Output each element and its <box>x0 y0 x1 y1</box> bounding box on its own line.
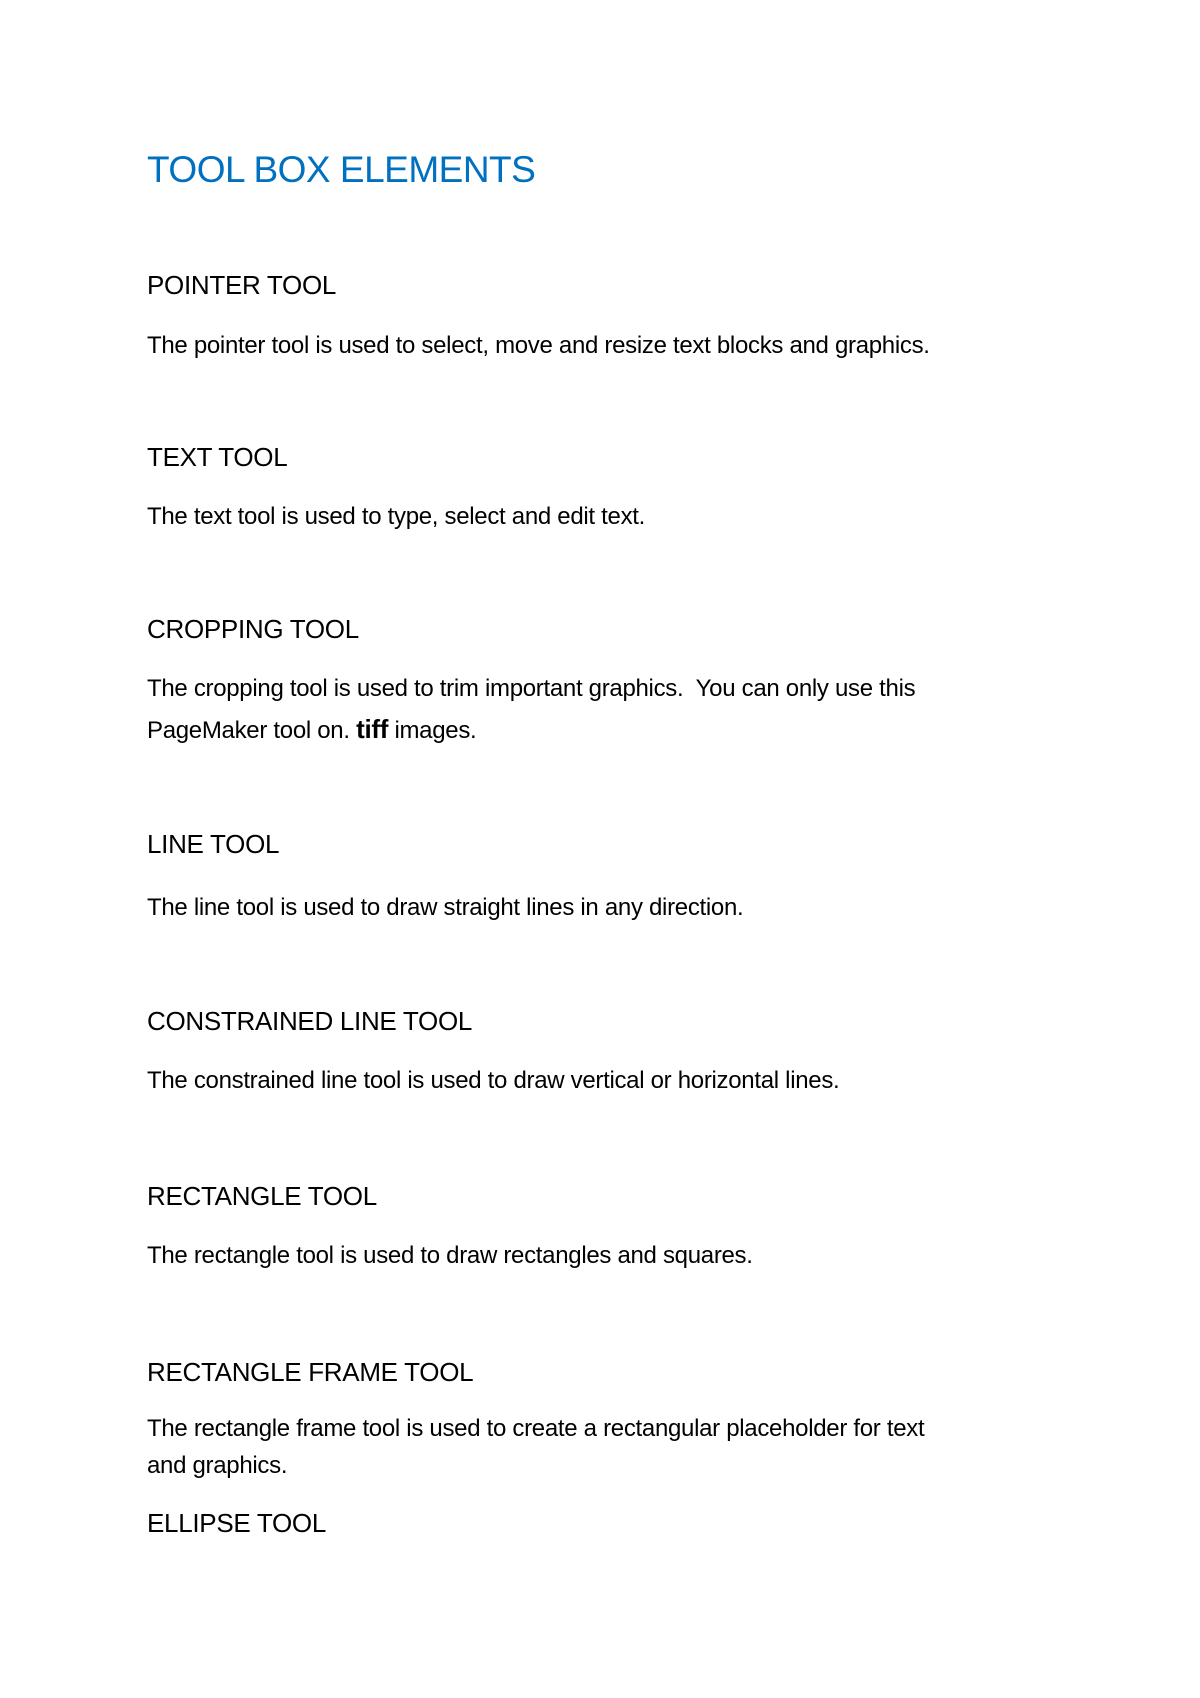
section-text-constrained-line-tool-line: The constrained line tool is used to draw vertical or horizontal lines. <box>147 1067 840 1094</box>
section-text-text-tool-line: The text tool is used to type, select and edit text. <box>147 503 646 530</box>
section-text-rectangle-tool-line: The rectangle tool is used to draw rectangles and squares. <box>147 1242 753 1269</box>
section-text-line-tool-line: The line tool is used to draw straight lines in any direction. <box>147 894 744 921</box>
section-text-rectangle-frame-tool-line1: The rectangle frame tool is used to create a rectangular placeholder for text <box>147 1415 925 1442</box>
section-text-cropping-tool-line2 <box>147 714 477 744</box>
section-heading-text-tool: TEXT TOOL <box>147 442 288 472</box>
document-title: TOOL BOX ELEMENTS <box>147 149 536 190</box>
section-heading-pointer-tool: POINTER TOOL <box>147 270 337 300</box>
tiff-emphasis: tiff <box>356 714 389 744</box>
section-heading-ellipse-tool: ELLIPSE TOOL <box>147 1508 326 1538</box>
section-text-text-tool <box>147 496 1047 537</box>
section-text-pointer-tool <box>147 325 1047 366</box>
section-text-rectangle-frame-tool <box>147 1410 1047 1484</box>
section-heading-line-tool: LINE TOOL <box>147 829 280 859</box>
section-heading-cropping-tool: CROPPING TOOL <box>147 614 359 644</box>
section-text-line-tool <box>147 887 1047 928</box>
section-text-cropping-tool-line1: The cropping tool is used to trim important graphics. You can only use this <box>147 675 916 702</box>
section-text-cropping-tool-line2-after: images. <box>388 717 477 744</box>
section-text-rectangle-tool <box>147 1235 1047 1276</box>
section-text-constrained-line-tool <box>147 1060 1047 1101</box>
section-heading-rectangle-tool: RECTANGLE TOOL <box>147 1181 377 1211</box>
section-text-rectangle-frame-tool-line2: and graphics. <box>147 1452 288 1479</box>
section-heading-constrained-line-tool: CONSTRAINED LINE TOOL <box>147 1006 473 1036</box>
section-text-cropping-tool-line2-before: PageMaker tool on. <box>147 717 357 744</box>
section-heading-rectangle-frame-tool: RECTANGLE FRAME TOOL <box>147 1357 474 1387</box>
section-text-pointer-tool-line: The pointer tool is used to select, move and resize text blocks and graphics. <box>147 332 930 359</box>
section-text-cropping-tool <box>147 668 1047 751</box>
